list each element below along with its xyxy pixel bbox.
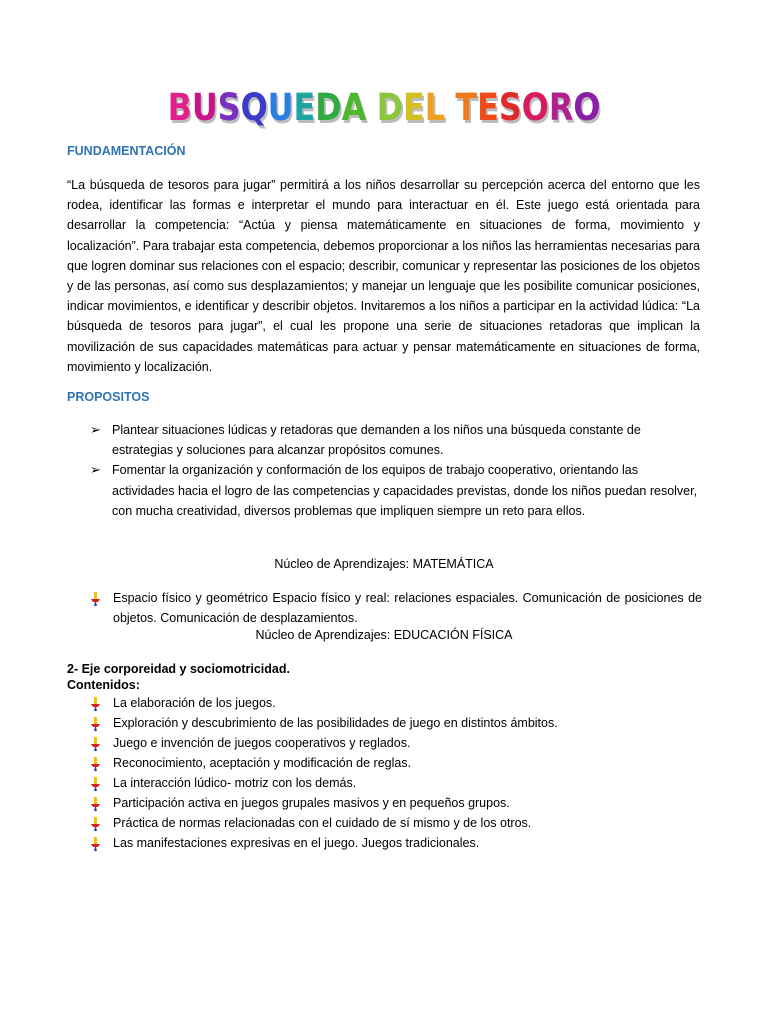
fundamentacion-paragraph: “La búsqueda de tesoros para jugar” permitirá a los niños desarrollar su percepción acerca del entorno que les rodea, identificar las formas e interpretar el mundo para interactuar en él. Este juego está orientada para desarrollar la competencia: “Actúa y piensa matemáticamente en situaciones de forma, movimiento y localización”. Para trabajar esta competencia, debemos proporcionar a los niños las herramientas necesarias para que logren dominar sus relaciones con el espacio; describir, comunicar y representar las posiciones de los objetos y de las personas, así como sus desplazamientos; y manejar un lenguaje que les posibilite comunicar posiciones, indicar movimientos, e identificar y describir objetos. Invitaremos a los niños a participar en la actividad lúdica: “La búsqueda de tesoros para jugar”, el cual les propone una serie de situaciones retadoras que implican la movilización de sus capacidades matemáticas para actuar y pensar matemáticamente en situaciones de forma, movimiento y localización. — [67, 178, 700, 374]
pushpin-bullet-icon — [88, 797, 102, 811]
list-item-text: Las manifestaciones expresivas en el juego. Juegos tradicionales. — [113, 836, 480, 850]
eje-title: 2- Eje corporeidad y sociomotricidad. — [67, 662, 290, 676]
list-item — [90, 460, 702, 521]
title-letter: E — [403, 86, 425, 129]
list-item — [88, 733, 702, 753]
nucleo-matematica-heading: Núcleo de Aprendizajes: MATEMÁTICA — [274, 557, 494, 571]
list-item — [88, 773, 702, 793]
title-letter: R — [548, 86, 574, 129]
contenidos-label: Contenidos: — [67, 678, 140, 692]
title-letter: U — [191, 86, 218, 129]
list-item — [88, 693, 702, 713]
propositos-list — [90, 420, 702, 521]
pushpin-bullet-icon — [88, 592, 102, 606]
nucleo-educacion-fisica-heading: Núcleo de Aprendizajes: EDUCACIÓN FÍSICA — [255, 628, 513, 642]
document-title — [54, 86, 714, 129]
list-item-text: Práctica de normas relacionadas con el cuidado de sí mismo y de los otros. — [113, 816, 532, 830]
title-letter: E — [477, 86, 499, 129]
title-letter: U — [267, 86, 294, 129]
pushpin-bullet-icon — [88, 777, 102, 791]
pushpin-bullet-icon — [88, 697, 102, 711]
list-item — [88, 753, 702, 773]
title-letter: D — [315, 86, 342, 129]
title-letter: Q — [240, 86, 268, 129]
list-item-text: La interacción lúdico- motriz con los demás. — [113, 776, 357, 790]
title-letter: D — [376, 86, 404, 129]
title-letter: A — [341, 86, 367, 129]
title-letter: E — [293, 86, 316, 129]
heading-fundamentacion: FUNDAMENTACIÓN — [67, 144, 186, 158]
title-letter: O — [521, 86, 549, 129]
list-item-text: Exploración y descubrimiento de las posibilidades de juego en distintos ámbitos. — [113, 716, 558, 730]
pushpin-bullet-icon — [88, 817, 102, 831]
title-letter: T — [455, 86, 478, 129]
list-item-text: La elaboración de los juegos. — [113, 696, 276, 710]
list-item-text: Plantear situaciones lúdicas y retadoras que demanden a los niños una búsqueda constante de estrategias y soluciones para alcanzar propósitos comunes. — [112, 423, 641, 458]
pushpin-bullet-icon — [88, 757, 102, 771]
list-item-text: Reconocimiento, aceptación y modificación de reglas. — [113, 756, 412, 770]
matematica-list — [88, 588, 702, 628]
pushpin-bullet-icon — [88, 737, 102, 751]
pushpin-bullet-icon — [88, 837, 102, 851]
heading-propositos: PROPOSITOS — [67, 390, 150, 404]
list-item — [88, 713, 702, 733]
list-item-text: Juego e invención de juegos cooperativos y reglados. — [113, 736, 411, 750]
title-letter: B — [167, 86, 192, 129]
arrow-bullet-icon: ➢ — [90, 462, 101, 478]
title-letter: S — [217, 86, 241, 129]
contenidos-list — [88, 693, 702, 853]
title-letter: L — [424, 86, 446, 129]
title-letter: O — [573, 86, 601, 129]
list-item-text: Fomentar la organización y conformación de los equipos de trabajo cooperativo, orientando las actividades hacia el logro de las competencias y capacidades previstas, donde los niños puedan resolver, con mucha creatividad, diversos problemas que impliquen siempre un reto para ellos. — [112, 463, 698, 518]
list-item — [88, 793, 702, 813]
list-item — [88, 813, 702, 833]
title-letter: S — [498, 86, 522, 129]
list-item-text: Participación activa en juegos grupales masivos y en pequeños grupos. — [113, 796, 510, 810]
list-item — [88, 833, 702, 853]
pushpin-bullet-icon — [88, 717, 102, 731]
list-item-text: Espacio físico y geométrico Espacio físico y real: relaciones espaciales. Comunicación de posiciones de objetos. Comunicación de desplazamientos. — [113, 591, 702, 625]
arrow-bullet-icon: ➢ — [90, 422, 101, 437]
list-item — [88, 588, 702, 628]
list-item — [90, 420, 702, 460]
eje-block — [67, 661, 290, 693]
